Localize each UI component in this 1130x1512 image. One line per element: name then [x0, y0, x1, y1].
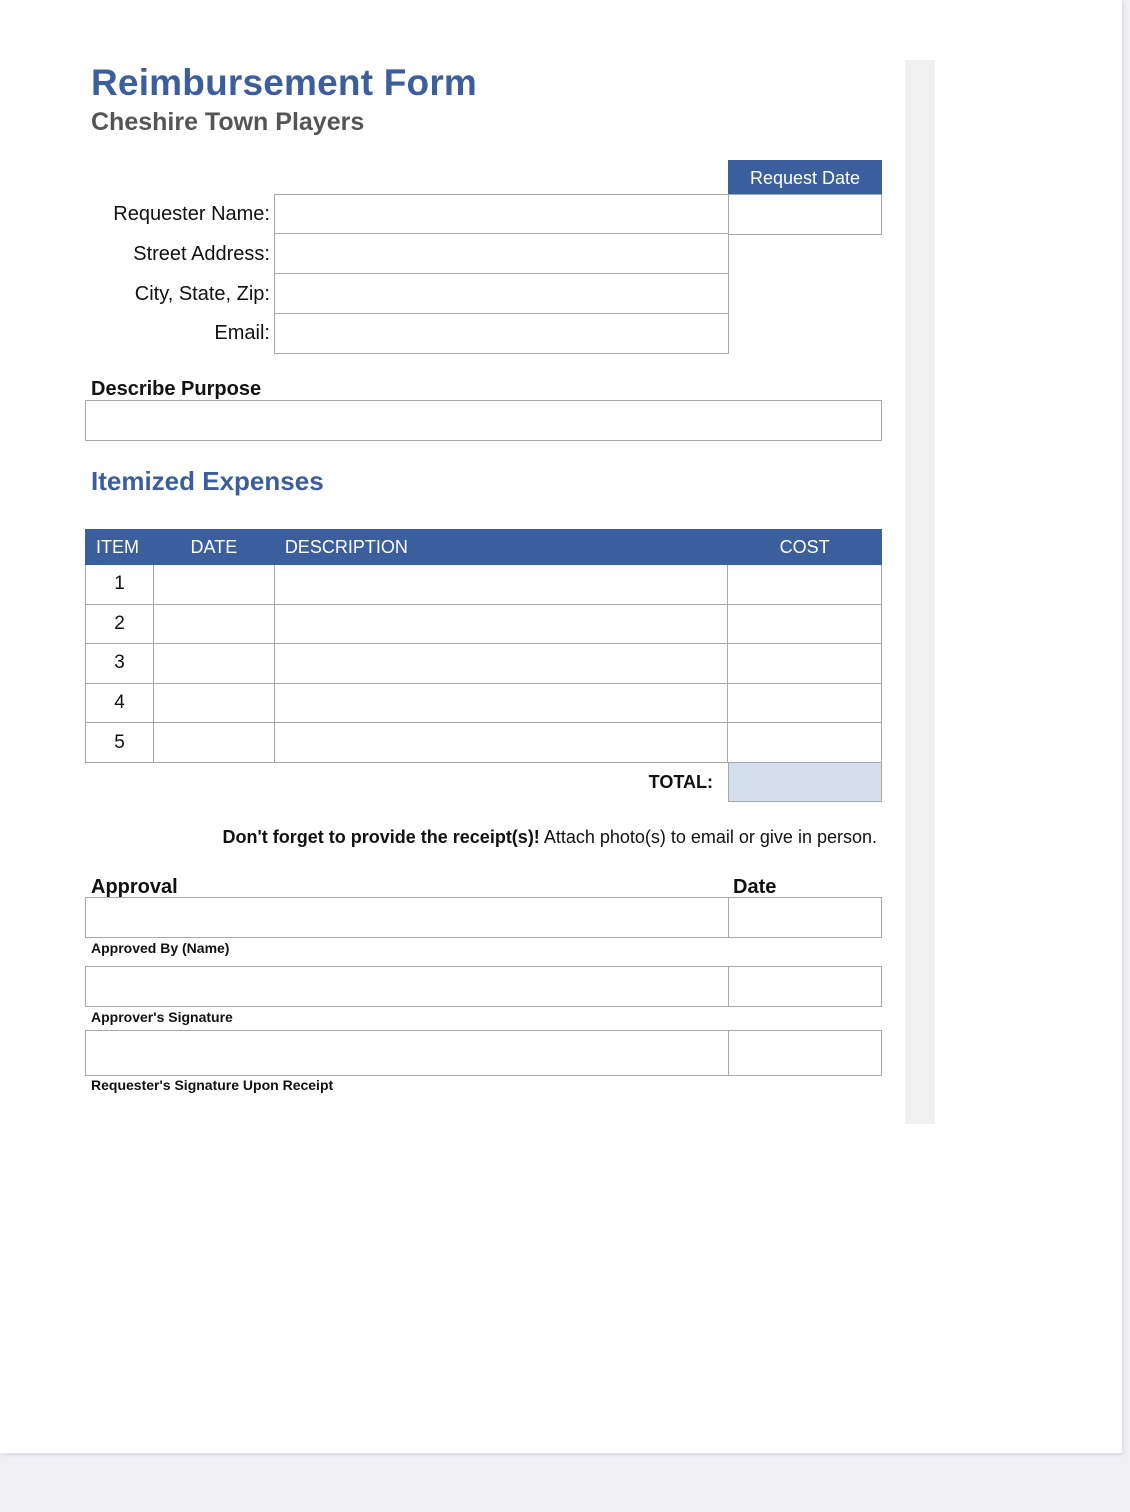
- requester-signature-date-field[interactable]: [728, 1030, 882, 1076]
- approved-by-field[interactable]: [85, 897, 729, 938]
- table-row: [86, 723, 882, 763]
- receipt-reminder-text: Attach photo(s) to email or give in person.: [539, 827, 877, 847]
- itemized-expenses-heading: Itemized Expenses: [91, 466, 324, 496]
- requester-signature-label: Requester's Signature Upon Receipt: [91, 1077, 334, 1093]
- approval-date-heading: Date: [733, 876, 777, 898]
- purpose-label: Describe Purpose: [91, 378, 262, 400]
- street-address-label: Street Address:: [133, 243, 270, 265]
- form-title: Reimbursement Form: [91, 62, 478, 103]
- expense-date-cell[interactable]: [153, 723, 274, 763]
- requester-signature-field[interactable]: [85, 1030, 729, 1076]
- purpose-field[interactable]: [85, 400, 882, 441]
- approved-by-date-field[interactable]: [728, 897, 882, 938]
- receipt-reminder: [85, 827, 877, 848]
- item-number: 2: [86, 604, 154, 644]
- expense-cost-cell[interactable]: [728, 565, 882, 605]
- email-field[interactable]: [274, 313, 729, 354]
- column-header-item: ITEM: [86, 530, 154, 565]
- expense-date-cell[interactable]: [153, 683, 274, 723]
- item-number: 5: [86, 723, 154, 763]
- total-field[interactable]: [728, 762, 882, 802]
- expense-description-cell[interactable]: [274, 604, 727, 644]
- column-header-cost: COST: [728, 530, 882, 565]
- approver-signature-label: Approver's Signature: [91, 1009, 233, 1025]
- receipt-reminder-bold: Don't forget to provide the receipt(s)!: [222, 827, 540, 847]
- approver-signature-date-field[interactable]: [728, 966, 882, 1007]
- table-row: [86, 644, 882, 684]
- request-date-header: Request Date: [728, 160, 882, 195]
- item-number: 1: [86, 565, 154, 605]
- city-state-zip-field[interactable]: [274, 273, 729, 314]
- expense-date-cell[interactable]: [153, 565, 274, 605]
- organization-name: Cheshire Town Players: [91, 108, 365, 136]
- table-row: [86, 565, 882, 605]
- expense-description-cell[interactable]: [274, 683, 727, 723]
- expense-cost-cell[interactable]: [728, 644, 882, 684]
- requester-name-label: Requester Name:: [113, 203, 270, 225]
- expense-cost-cell[interactable]: [728, 683, 882, 723]
- expense-date-cell[interactable]: [153, 644, 274, 684]
- approver-signature-field[interactable]: [85, 966, 729, 1007]
- table-row: [86, 683, 882, 723]
- expense-description-cell[interactable]: [274, 723, 727, 763]
- column-header-date: DATE: [153, 530, 274, 565]
- expense-description-cell[interactable]: [274, 644, 727, 684]
- email-label: Email:: [214, 322, 270, 344]
- table-row: [86, 604, 882, 644]
- total-label: TOTAL:: [648, 772, 713, 792]
- expense-cost-cell[interactable]: [728, 604, 882, 644]
- expenses-table: [85, 529, 882, 763]
- item-number: 4: [86, 683, 154, 723]
- approved-by-label: Approved By (Name): [91, 940, 230, 956]
- expense-description-cell[interactable]: [274, 565, 727, 605]
- request-date-field[interactable]: [728, 194, 882, 235]
- item-number: 3: [86, 644, 154, 684]
- requester-name-field[interactable]: [274, 194, 729, 235]
- expense-date-cell[interactable]: [153, 604, 274, 644]
- expense-cost-cell[interactable]: [728, 723, 882, 763]
- page-gutter: [905, 60, 935, 1124]
- column-header-description: DESCRIPTION: [274, 530, 727, 565]
- expenses-header-row: [86, 530, 882, 565]
- city-state-zip-label: City, State, Zip:: [134, 283, 270, 305]
- approval-heading: Approval: [91, 876, 178, 898]
- street-address-field[interactable]: [274, 233, 729, 274]
